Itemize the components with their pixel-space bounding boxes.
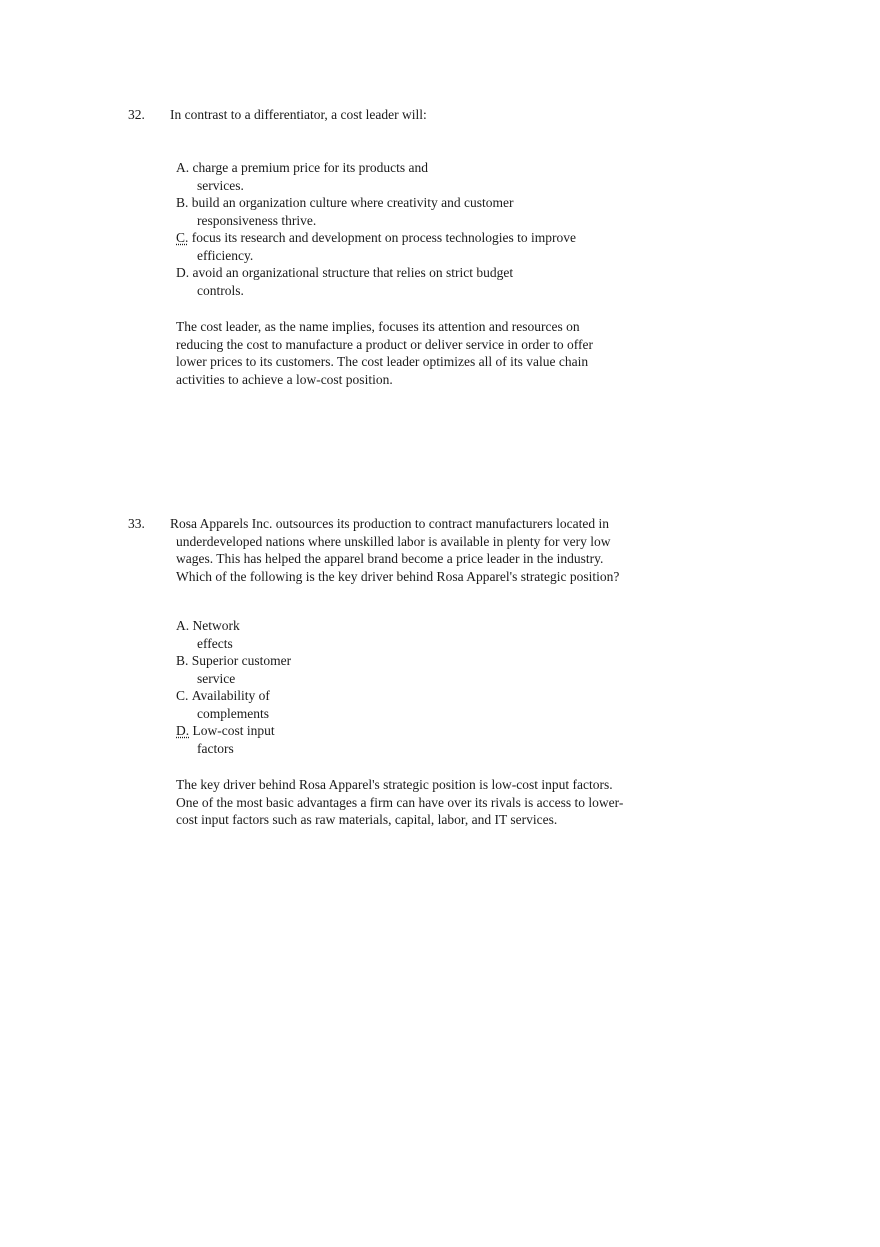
- choice-b: [176, 194, 576, 229]
- choice-text: Network: [192, 618, 240, 633]
- choice-text: focus its research and development on process technologies to improve: [191, 230, 577, 245]
- choice-d: [176, 722, 291, 757]
- answer-explanation: [176, 318, 593, 388]
- choice-text: Superior customer: [191, 653, 292, 668]
- question-number: 32.: [128, 107, 145, 122]
- correct-answer-marker: C.: [176, 230, 189, 245]
- answer-choices: [176, 617, 291, 757]
- choice-text: service: [197, 670, 236, 686]
- choice-text: avoid an organizational structure that relies on strict budget: [192, 265, 514, 280]
- explanation-line: reducing the cost to manufacture a product or deliver service in order to offer: [176, 336, 593, 352]
- explanation-line: lower prices to its customers. The cost leader optimizes all of its value chain: [176, 354, 589, 369]
- choice-b: [176, 652, 291, 687]
- choice-letter: C.: [176, 688, 189, 703]
- choice-a: [176, 617, 291, 652]
- choice-letter: B.: [176, 653, 189, 668]
- choice-text: responsiveness thrive.: [197, 212, 317, 228]
- choice-letter: A.: [176, 618, 190, 633]
- choice-text: charge a premium price for its products and: [192, 160, 429, 175]
- choice-text: factors: [197, 740, 234, 756]
- choice-text: controls.: [197, 282, 244, 298]
- choice-a: [176, 159, 576, 194]
- choice-letter: D.: [176, 265, 190, 280]
- choice-text: services.: [197, 177, 244, 193]
- explanation-line: cost input factors such as raw materials, capital, labor, and IT services.: [176, 812, 558, 827]
- choice-c: [176, 229, 576, 264]
- explanation-line: The cost leader, as the name implies, focuses its attention and resources on: [176, 319, 580, 334]
- choice-text: Low-cost input: [192, 723, 275, 738]
- explanation-line: The key driver behind Rosa Apparel's strategic position is low-cost input factors.: [176, 777, 613, 792]
- choice-text: efficiency.: [197, 247, 254, 263]
- question-number: 33.: [128, 516, 145, 531]
- choice-text: complements: [197, 705, 269, 721]
- explanation-line: One of the most basic advantages a firm can have over its rivals is access to lower-: [176, 794, 624, 810]
- stem-line: In contrast to a differentiator, a cost leader will:: [170, 107, 427, 122]
- correct-answer-marker: D.: [176, 723, 190, 738]
- choice-d: [176, 264, 576, 299]
- stem-line: wages. This has helped the apparel brand become a price leader in the industry.: [176, 551, 604, 566]
- choice-letter: A.: [176, 160, 190, 175]
- choice-text: build an organization culture where creativity and customer: [191, 195, 514, 210]
- choice-text: Availability of: [191, 688, 270, 703]
- stem-line: Which of the following is the key driver behind Rosa Apparel's strategic position?: [176, 568, 620, 584]
- question-stem: [170, 106, 650, 124]
- explanation-line: activities to achieve a low-cost position.: [176, 371, 393, 387]
- answer-choices: [176, 159, 576, 299]
- question-stem: [170, 515, 650, 585]
- choice-letter: B.: [176, 195, 189, 210]
- answer-explanation: [176, 776, 623, 829]
- choice-text: effects: [197, 635, 233, 651]
- stem-line: Rosa Apparels Inc. outsources its production to contract manufacturers located in: [170, 516, 609, 531]
- stem-line: underdeveloped nations where unskilled labor is available in plenty for very low: [176, 533, 611, 549]
- choice-c: [176, 687, 291, 722]
